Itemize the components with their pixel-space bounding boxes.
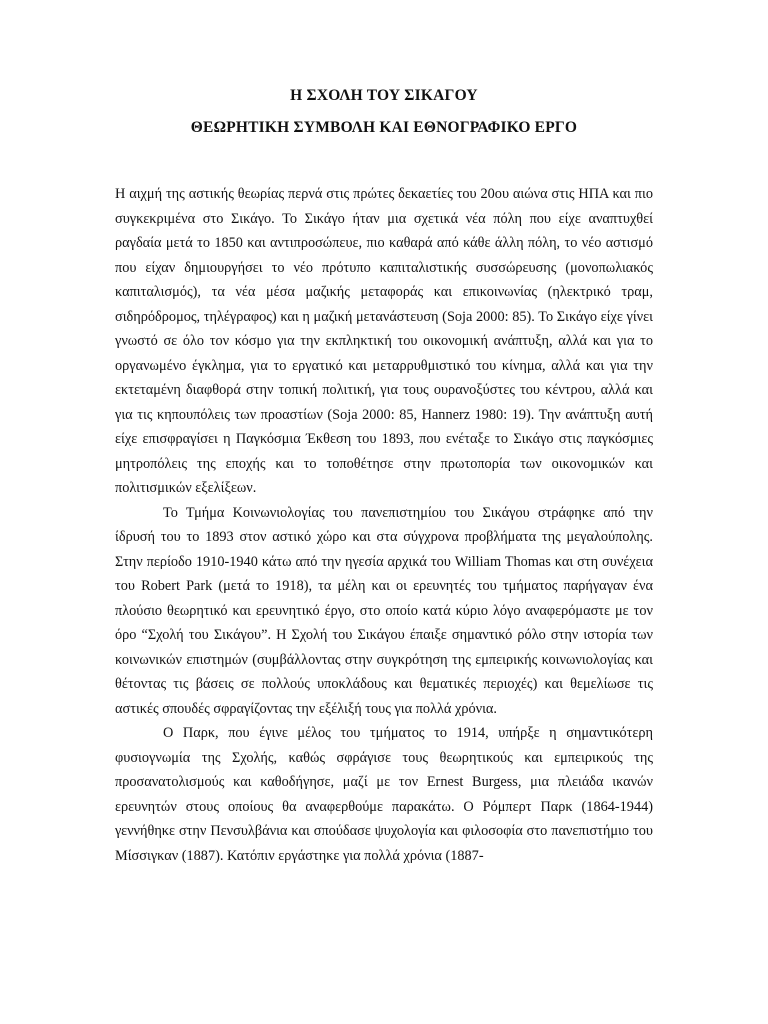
document-subtitle: ΘΕΩΡΗΤΙΚΗ ΣΥΜΒΟΛΗ ΚΑΙ ΕΘΝΟΓΡΑΦΙΚΟ ΕΡΓΟ [190, 119, 578, 136]
paragraph-2: Το Τμήμα Κοινωνιολογίας του πανεπιστημίου του Σικάγου στράφηκε από την ίδρυσή του το 1893 στον αστικό χώρο και στα σύγχρονα προβλήματα της μεγαλούπολης. Στην περίοδο 1910-1940 κάτω από την ηγεσία αρχικά του William Thomas και στη συνέχεια του Robert Park (μετά το 1918), τα μέλη και οι ερευνητές του τμήματος παρήγαγαν ένα πλούσιο θεωρητικό και ερευνητικό έργο, στο οποίο κατά κύριο λόγο αναφερόμαστε με τον όρο “Σχολή του Σικάγου”. Η Σχολή του Σικάγου έπαιξε σημαντικό ρόλο στην ιστορία των κοινωνικών επιστημών (συμβάλλοντας στην συγκρότηση της εμπειρικής κοινωνιολογίας και θέτοντας τις βάσεις σε πολλούς υποκλάδους και θεματικές περιοχές) και θεμελίωσε τις αστικές σπουδές σφραγίζοντας την εξέλιξή τους για πολλά χρόνια. [115, 504, 653, 717]
document-page [115, 80, 653, 868]
document-body [115, 182, 653, 868]
document-title: Η ΣΧΟΛΗ ΤΟΥ ΣΙΚΑΓΟΥ [290, 87, 478, 104]
paragraph-1: Η αιχμή της αστικής θεωρίας περνά στις πρώτες δεκαετίες του 20ου αιώνα στις ΗΠΑ και πιο συγκεκριμένα στο Σικάγο. Το Σικάγο ήταν μια σχετικά νέα πόλη που είχε αναπτυχθεί ραγδαία μετά το 1850 και αντιπροσώπευε, πιο καθαρά από κάθε άλλη πόλη, το νέο αστισμό που είχαν δημιουργήσει το νέο πρότυπο καπιταλιστικής συσσώρευσης (μονοπωλιακός καπιταλισμός), τα νέα μέσα μαζικής μεταφοράς και επικοινωνίας (ηλεκτρικό τραμ, σιδηρόδρομος, τηλέγραφος) και η μαζική μετανάστευση (Soja 2000: 85). Το Σικάγο είχε γίνει γνωστό σε όλο τον κόσμο για την εκπληκτική του οικονομική ανάπτυξη, αλλά και για το οργανωμένο έγκλημα, για το εργατικό και μεταρρυθμιστικό του κίνημα, αλλά και για την εκτεταμένη διαφθορά στην τοπική πολιτική, για τους ουρανοξύστες του κέντρου, αλλά και για τις κηπουπόλεις των προαστίων (Soja 2000: 85, Hannerz 1980: 19). Την ανάπτυξη αυτή είχε επισφραγίσει η Παγκόσμια Έκθεση του 1893, που ενέταξε το Σικάγο στις παγκόσμιες μητροπόλεις της εποχής και το τοποθέτησε στην πρωτοπορία των οικονομικών και πολιτισμικών εξελίξεων. [115, 186, 653, 496]
paragraph-3: Ο Παρκ, που έγινε μέλος του τμήματος το 1914, υπήρξε η σημαντικότερη φυσιογνωμία της Σχολής, καθώς σφράγισε τους θεωρητικούς και εμπειρικούς της προσανατολισμούς και καθοδήγησε, μαζί με τον Ernest Burgess, μια πλειάδα ικανών ερευνητών στους οποίους θα αναφερθούμε παρακάτω. Ο Ρόμπερτ Παρκ (1864-1944) γεννήθηκε στην Πενσυλβάνια και σπούδασε ψυχολογία και φιλοσοφία στο πανεπιστήμιο του Μίσσιγκαν (1887). Κατόπιν εργάστηκε για πολλά χρόνια (1887- [115, 725, 653, 864]
